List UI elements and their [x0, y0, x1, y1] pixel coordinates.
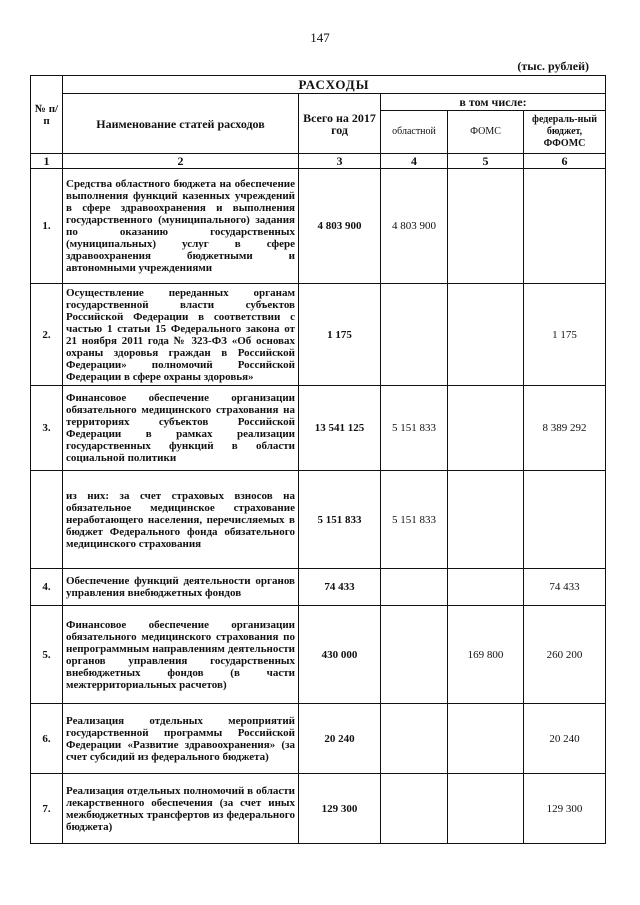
- row-name: Финансовое обеспечение организации обязательного медицинского страхования на территориях субъектов Российской Федерации в рамках реализации государственных функций в области социальной политики: [63, 386, 299, 471]
- row-total: 20 240: [299, 704, 381, 774]
- units-label: (тыс. рублей): [517, 59, 589, 73]
- row-name: из них: за счет страховых взносов на обязательное медицинское страхование неработающего населения, перечисляемых в бюджет Федерального фонда обязательного медицинского страхования: [63, 471, 299, 569]
- column-number: 2: [63, 154, 299, 169]
- row-federal: [524, 169, 606, 284]
- row-total: 5 151 833: [299, 471, 381, 569]
- row-index: 3.: [31, 386, 63, 471]
- row-regional: [381, 606, 448, 704]
- row-federal: 74 433: [524, 569, 606, 606]
- column-number: 1: [31, 154, 63, 169]
- table-row: [31, 704, 606, 774]
- row-index: 6.: [31, 704, 63, 774]
- row-federal: 1 175: [524, 284, 606, 386]
- row-total: 74 433: [299, 569, 381, 606]
- column-number: 4: [381, 154, 448, 169]
- header-foms: ФОМС: [448, 111, 524, 154]
- row-federal: 129 300: [524, 774, 606, 844]
- row-name: Осуществление переданных органам государственной власти субъектов Российской Федерации в соответствии с частью 1 статьи 15 Федерального закона от 21 ноября 2011 года № 323-ФЗ «Об основах охраны здоровья граждан в Российской Федерации» полномочий Российской Федерации в сфере охраны здоровья»: [63, 284, 299, 386]
- row-index: 5.: [31, 606, 63, 704]
- row-name: Реализация отдельных полномочий в области лекарственного обеспечения (за счет иных межбюджетных трансфертов из федерального бюджета): [63, 774, 299, 844]
- header-including: в том числе:: [381, 94, 606, 111]
- header-federal: федераль-ный бюджет, ФФОМС: [524, 111, 606, 154]
- column-numbers-row: [31, 154, 606, 169]
- row-regional: 4 803 900: [381, 169, 448, 284]
- row-name: Финансовое обеспечение организации обязательного медицинского страхования по непрограммным направлениям деятельности органов управления государственных внебюджетных фондов (в части межтерриториальных расчетов): [63, 606, 299, 704]
- row-index: 2.: [31, 284, 63, 386]
- row-name: Обеспечение функций деятельности органов управления внебюджетных фондов: [63, 569, 299, 606]
- table-row: [31, 774, 606, 844]
- row-name: Средства областного бюджета на обеспечение выполнения функций казенных учреждений в сфере здравоохранения и выполнения государственного (муниципального) задания по оказанию государственных (муниципальных) услуг в сфере здравоохранения бюджетными и автономными учреждениями: [63, 169, 299, 284]
- header-name: Наименование статей расходов: [63, 94, 299, 154]
- table-row: [31, 569, 606, 606]
- row-foms: [448, 284, 524, 386]
- row-total: 430 000: [299, 606, 381, 704]
- row-foms: [448, 704, 524, 774]
- row-total: 4 803 900: [299, 169, 381, 284]
- row-total: 129 300: [299, 774, 381, 844]
- row-total: 1 175: [299, 284, 381, 386]
- row-foms: 169 800: [448, 606, 524, 704]
- row-regional: [381, 569, 448, 606]
- row-index: 4.: [31, 569, 63, 606]
- row-regional: [381, 704, 448, 774]
- page-number: 147: [310, 30, 330, 45]
- row-regional: 5 151 833: [381, 471, 448, 569]
- table-row: [31, 471, 606, 569]
- row-regional: 5 151 833: [381, 386, 448, 471]
- row-index: 7.: [31, 774, 63, 844]
- column-number: 5: [448, 154, 524, 169]
- row-name: Реализация отдельных мероприятий государственной программы Российской Федерации «Развитие здравоохранения» (за счет субсидий из федерального бюджета): [63, 704, 299, 774]
- table-row: [31, 284, 606, 386]
- row-foms: [448, 169, 524, 284]
- table-row: [31, 386, 606, 471]
- row-foms: [448, 774, 524, 844]
- row-foms: [448, 471, 524, 569]
- row-foms: [448, 386, 524, 471]
- row-federal: [524, 471, 606, 569]
- row-federal: 20 240: [524, 704, 606, 774]
- table-row: [31, 606, 606, 704]
- row-total: 13 541 125: [299, 386, 381, 471]
- header-regional: областной: [381, 111, 448, 154]
- header-total: Всего на 2017 год: [299, 94, 381, 154]
- header-index: № п/п: [31, 76, 63, 154]
- column-number: 3: [299, 154, 381, 169]
- row-federal: 8 389 292: [524, 386, 606, 471]
- expenditure-table: [30, 75, 606, 844]
- row-regional: [381, 774, 448, 844]
- row-regional: [381, 284, 448, 386]
- row-foms: [448, 569, 524, 606]
- table-row: [31, 169, 606, 284]
- column-number: 6: [524, 154, 606, 169]
- row-index: 1.: [31, 169, 63, 284]
- row-index: [31, 471, 63, 569]
- row-federal: 260 200: [524, 606, 606, 704]
- header-section: РАСХОДЫ: [63, 76, 606, 94]
